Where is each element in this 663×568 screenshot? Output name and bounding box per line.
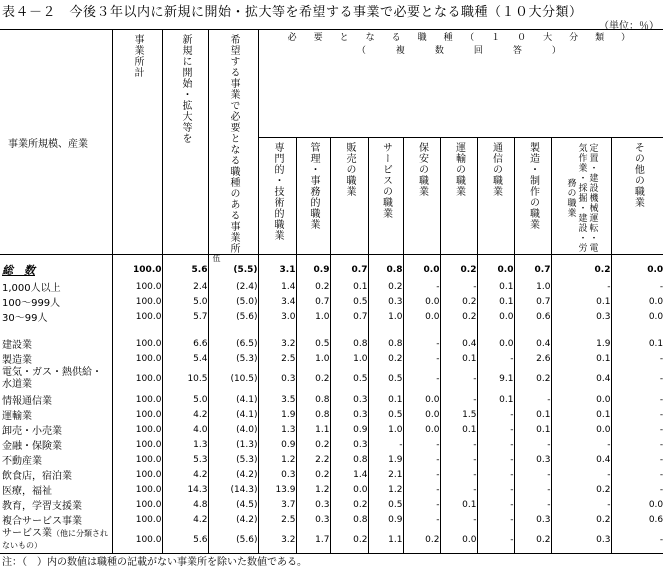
row-name: 医療，福祉 [2, 486, 52, 497]
row-name: 製造業 [2, 355, 32, 366]
cell-occupation: - [611, 351, 663, 366]
cell-occupation: - [611, 279, 663, 294]
cell-occupation: 0.2 [296, 279, 330, 294]
row-name: 複合サービス事業 [2, 516, 82, 527]
cell-occupation: - [440, 512, 477, 527]
cell-occupation: 0.2 [551, 512, 611, 527]
occupation-header: その他の職業 [611, 138, 663, 255]
cell-occupation: - [403, 336, 440, 351]
cell-need: (10.5) [208, 366, 258, 392]
cell-occupation: 1.5 [440, 407, 477, 422]
cell-occupation: 0.2 [551, 255, 611, 280]
cell-new: 4.2 [162, 512, 208, 527]
cell-need: (5.3) [208, 351, 258, 366]
row-name-note: （他に分類されないもの） [2, 529, 108, 550]
cell-occupation: 1.2 [296, 482, 330, 497]
cell-occupation: 0.3 [258, 467, 296, 482]
cell-occupation: 0.1 [551, 294, 611, 309]
table-row [0, 482, 663, 497]
cell-occupation: 0.6 [611, 512, 663, 527]
table-row [0, 336, 663, 351]
cell-total: 100.0 [112, 437, 162, 452]
row-name: 情報通信業 [2, 396, 52, 407]
cell-occupation: - [611, 366, 663, 392]
table-row [0, 351, 663, 366]
cell-occupation: - [403, 497, 440, 512]
cell-occupation: 0.8 [330, 452, 368, 467]
cell-total: 100.0 [112, 294, 162, 309]
cell-new: 14.3 [162, 482, 208, 497]
cell-occupation: - [403, 366, 440, 392]
cell-total: 100.0 [112, 392, 162, 407]
cell-occupation: - [551, 279, 611, 294]
occupation-header: 製造・制作の職業 [514, 138, 551, 255]
cell-occupation: 0.4 [551, 452, 611, 467]
cell-occupation: 0.0 [477, 255, 514, 280]
row-name: 1,000人以上 [2, 283, 61, 294]
cell-occupation: 0.8 [368, 255, 403, 280]
row-name: 電気・ガス・熱供給・水道業 [2, 367, 102, 390]
cell-occupation: - [403, 482, 440, 497]
table-row [0, 512, 663, 527]
cell-new: 5.0 [162, 294, 208, 309]
occupation-header: 定置・建設機械運転・電気作業・採掘・建設・労務の職業 [551, 138, 611, 255]
table-row [0, 294, 663, 309]
cell-occupation: 0.0 [403, 294, 440, 309]
cell-occupation: - [611, 482, 663, 497]
cell-occupation: 0.0 [477, 309, 514, 324]
cell-occupation: 0.2 [296, 467, 330, 482]
cell-occupation: 0.2 [514, 527, 551, 554]
cell-occupation: 3.1 [258, 255, 296, 280]
cell-occupation: 0.0 [403, 309, 440, 324]
cell-occupation: 1.0 [296, 351, 330, 366]
cell-need: (4.1) [208, 407, 258, 422]
occupation-header: 専門的・技術的職業 [258, 138, 296, 255]
cell-new: 4.8 [162, 497, 208, 512]
cell-new: 4.0 [162, 422, 208, 437]
cell-occupation: 0.2 [403, 527, 440, 554]
cell-total: 100.0 [112, 407, 162, 422]
cell-total: 100.0 [112, 482, 162, 497]
cell-new: 1.3 [162, 437, 208, 452]
occupation-header: 運輸の職業 [440, 138, 477, 255]
footnote: 注：（ ）内の数値は職種の記載がない事業所を除いた数値である。 [2, 557, 307, 568]
cell-occupation: 0.0 [403, 407, 440, 422]
cell-total: 100.0 [112, 497, 162, 512]
cell-occupation: - [440, 452, 477, 467]
cell-occupation: 0.0 [611, 255, 663, 280]
cell-occupation: 0.7 [514, 255, 551, 280]
cell-occupation: 3.2 [258, 336, 296, 351]
cell-occupation: 2.5 [258, 512, 296, 527]
cell-occupation: - [611, 467, 663, 482]
cell-occupation: 0.6 [514, 309, 551, 324]
cell-occupation: 0.1 [440, 422, 477, 437]
cell-occupation: 0.9 [258, 437, 296, 452]
cell-new: 2.4 [162, 279, 208, 294]
cell-occupation: 0.1 [477, 392, 514, 407]
cell-occupation: 0.1 [477, 294, 514, 309]
cell-need: (4.1) [208, 392, 258, 407]
cell-occupation: 0.2 [440, 309, 477, 324]
cell-occupation: 0.5 [368, 407, 403, 422]
cell-occupation: - [440, 437, 477, 452]
table-row [0, 452, 663, 467]
cell-occupation: - [514, 497, 551, 512]
cell-occupation: 0.3 [368, 294, 403, 309]
row-name: 30～99人 [2, 313, 48, 324]
occupation-header: 通信の職業 [477, 138, 514, 255]
col-need-header: 希望する事業で必要となる職種のある事業所 [208, 30, 258, 255]
cell-occupation: - [403, 279, 440, 294]
cell-occupation: - [551, 467, 611, 482]
cell-occupation: 0.2 [330, 497, 368, 512]
row-name: 金融・保険業 [2, 441, 62, 452]
cell-occupation: - [611, 437, 663, 452]
cell-new: 5.6 [162, 255, 208, 280]
cell-occupation: - [477, 482, 514, 497]
cell-occupation: - [611, 392, 663, 407]
cell-occupation: - [477, 407, 514, 422]
cell-occupation: 0.8 [330, 512, 368, 527]
cell-total: 100.0 [112, 255, 162, 280]
cell-need: (5.5) 伍 [208, 255, 258, 280]
cell-occupation: 0.0 [551, 422, 611, 437]
cell-new: 5.3 [162, 452, 208, 467]
cell-occupation: 1.0 [330, 351, 368, 366]
cell-occupation: - [551, 497, 611, 512]
cell-occupation: 0.2 [514, 366, 551, 392]
cell-occupation: - [611, 452, 663, 467]
cell-occupation: 2.1 [368, 467, 403, 482]
cell-occupation: 0.1 [611, 336, 663, 351]
cell-occupation: 1.3 [258, 422, 296, 437]
cell-occupation: 0.1 [514, 407, 551, 422]
cell-occupation: 0.3 [330, 392, 368, 407]
table-row [0, 437, 663, 452]
table-row [0, 366, 663, 392]
cell-new: 4.2 [162, 467, 208, 482]
cell-occupation: 0.3 [296, 497, 330, 512]
cell-occupation: 0.2 [296, 437, 330, 452]
cell-occupation: 2.2 [296, 452, 330, 467]
cell-need: (2.4) [208, 279, 258, 294]
cell-occupation: 0.3 [551, 309, 611, 324]
cell-occupation: 0.8 [296, 392, 330, 407]
cell-occupation: 0.3 [258, 366, 296, 392]
cell-need: (4.5) [208, 497, 258, 512]
cell-occupation: 0.2 [368, 279, 403, 294]
cell-occupation: 0.1 [551, 351, 611, 366]
cell-need: (6.5) [208, 336, 258, 351]
cell-occupation: 0.3 [330, 437, 368, 452]
cell-occupation: 0.5 [368, 497, 403, 512]
cell-occupation: 0.4 [514, 336, 551, 351]
cell-occupation: - [440, 467, 477, 482]
cell-new: 10.5 [162, 366, 208, 392]
cell-total: 100.0 [112, 279, 162, 294]
table-row [0, 279, 663, 294]
cell-occupation: 0.3 [551, 527, 611, 554]
cell-occupation: - [368, 437, 403, 452]
cell-total: 100.0 [112, 351, 162, 366]
cell-occupation: - [551, 437, 611, 452]
cell-occupation: 1.9 [551, 336, 611, 351]
cell-total: 100.0 [112, 527, 162, 554]
cell-occupation: 0.9 [368, 512, 403, 527]
cell-occupation: 0.0 [330, 482, 368, 497]
row-name: 建設業 [2, 340, 32, 351]
cell-occupation: 0.1 [330, 279, 368, 294]
row-name: 運輸業 [2, 411, 32, 422]
table-title: 表４－２ 今後３年以内に新規に開始・拡大等を希望する事業で必要となる職種（１０大分類） [2, 5, 583, 20]
cell-occupation: 0.5 [296, 336, 330, 351]
cell-occupation: - [477, 467, 514, 482]
row-label-header: 事業所規模、産業 [0, 30, 112, 255]
cell-occupation: 2.6 [514, 351, 551, 366]
cell-occupation: 1.2 [368, 482, 403, 497]
cell-occupation: 0.5 [330, 294, 368, 309]
table-row [0, 392, 663, 407]
cell-occupation: 1.2 [258, 452, 296, 467]
cell-occupation: 0.9 [330, 422, 368, 437]
cell-occupation: - [514, 437, 551, 452]
cell-need: (1.3) [208, 437, 258, 452]
cell-occupation: 0.0 [611, 497, 663, 512]
total-mark: 伍 [212, 254, 221, 263]
cell-occupation: - [440, 482, 477, 497]
cell-occupation: 1.0 [514, 279, 551, 294]
cell-occupation: - [403, 452, 440, 467]
cell-occupation: - [477, 422, 514, 437]
table-row [0, 422, 663, 437]
cell-occupation: 0.4 [551, 366, 611, 392]
cell-occupation: 0.2 [551, 482, 611, 497]
cell-occupation: 0.8 [296, 407, 330, 422]
cell-occupation: 0.7 [296, 294, 330, 309]
row-name: 卸売・小売業 [2, 426, 62, 437]
row-name: 不動産業 [2, 456, 42, 467]
cell-need: (4.2) [208, 512, 258, 527]
cell-occupation: - [477, 351, 514, 366]
cell-occupation: 0.7 [514, 294, 551, 309]
cell-occupation: 1.4 [258, 279, 296, 294]
cell-occupation: 0.0 [611, 294, 663, 309]
row-name: 100～999人 [2, 298, 61, 309]
cell-occupation: 0.1 [368, 392, 403, 407]
cell-occupation: 0.5 [368, 366, 403, 392]
row-name: サービス業（他に分類されないもの） [0, 527, 112, 554]
cell-occupation: - [514, 392, 551, 407]
cell-occupation: 0.8 [330, 336, 368, 351]
cell-occupation: - [403, 437, 440, 452]
cell-occupation: - [477, 452, 514, 467]
cell-occupation: 0.0 [403, 422, 440, 437]
cell-new: 5.4 [162, 351, 208, 366]
cell-occupation: 0.7 [330, 309, 368, 324]
cell-new: 5.6 [162, 527, 208, 554]
cell-occupation: 1.4 [330, 467, 368, 482]
row-name: 総 数 [2, 264, 35, 277]
cell-need: (5.0) [208, 294, 258, 309]
cell-new: 5.7 [162, 309, 208, 324]
cell-occupation: 1.0 [368, 422, 403, 437]
cell-need: (4.0) [208, 422, 258, 437]
occupation-header: サービスの職業 [368, 138, 403, 255]
cell-occupation: - [611, 407, 663, 422]
cell-occupation: 0.3 [296, 512, 330, 527]
cell-occupation: 0.0 [477, 336, 514, 351]
cell-occupation: 2.5 [258, 351, 296, 366]
cell-occupation: 0.1 [514, 422, 551, 437]
cell-occupation: - [611, 527, 663, 554]
cell-occupation: 0.2 [440, 255, 477, 280]
cell-occupation: 13.9 [258, 482, 296, 497]
cell-occupation: 1.0 [296, 309, 330, 324]
cell-occupation: 1.1 [368, 527, 403, 554]
col-new-header: 新規に開始・拡大等を [162, 30, 208, 255]
cell-need: (5.3) [208, 452, 258, 467]
cell-occupation: 0.9 [296, 255, 330, 280]
total-row [0, 255, 663, 280]
cell-total: 100.0 [112, 336, 162, 351]
spacer-row [0, 324, 663, 336]
cell-occupation: - [403, 351, 440, 366]
cell-new: 5.0 [162, 392, 208, 407]
cell-occupation: 1.7 [296, 527, 330, 554]
cell-total: 100.0 [112, 512, 162, 527]
cell-occupation: 0.2 [330, 527, 368, 554]
cell-occupation: 0.4 [440, 336, 477, 351]
cell-total: 100.0 [112, 309, 162, 324]
cell-occupation: 0.0 [551, 392, 611, 407]
occupation-header: 販売の職業 [330, 138, 368, 255]
cell-need: (14.3) [208, 482, 258, 497]
cell-occupation: 3.4 [258, 294, 296, 309]
cell-occupation: 9.1 [477, 366, 514, 392]
cell-total: 100.0 [112, 467, 162, 482]
cell-occupation: 1.1 [296, 422, 330, 437]
cell-occupation: 0.0 [403, 392, 440, 407]
cell-occupation: 0.1 [440, 351, 477, 366]
col-total-header: 事業所計 [112, 30, 162, 255]
table-row [0, 407, 663, 422]
cell-total: 100.0 [112, 422, 162, 437]
unit-label: （単位：％） [599, 21, 659, 32]
cell-occupation: 0.7 [330, 255, 368, 280]
cell-occupation: 3.2 [258, 527, 296, 554]
occupation-group-header: 必 要 と な る 職 種 （ １ ０ 大 分 類 ） （ 複 数 回 答 ） [258, 30, 663, 138]
cell-need: (5.6) [208, 309, 258, 324]
cell-occupation: 3.5 [258, 392, 296, 407]
row-name: 教育，学習支援業 [2, 501, 82, 512]
occupation-header: 管理・事務的職業 [296, 138, 330, 255]
occupation-header: 保安の職業 [403, 138, 440, 255]
row-name: 飲食店，宿泊業 [2, 471, 72, 482]
cell-occupation: - [403, 512, 440, 527]
cell-occupation: 0.0 [403, 255, 440, 280]
cell-occupation: 0.3 [330, 407, 368, 422]
cell-occupation: 3.7 [258, 497, 296, 512]
cell-occupation: 0.0 [611, 309, 663, 324]
cell-occupation: 1.0 [368, 309, 403, 324]
cell-occupation: 0.1 [551, 407, 611, 422]
cell-occupation: - [440, 392, 477, 407]
cell-need: (5.6) [208, 527, 258, 554]
cell-occupation: 0.0 [440, 527, 477, 554]
cell-occupation: - [477, 437, 514, 452]
cell-occupation: 0.3 [514, 512, 551, 527]
table-row [0, 497, 663, 512]
cell-occupation: - [403, 467, 440, 482]
table-row [0, 309, 663, 324]
occupation-table [0, 29, 663, 554]
cell-occupation: - [611, 422, 663, 437]
cell-occupation: 3.0 [258, 309, 296, 324]
cell-occupation: 0.1 [477, 279, 514, 294]
cell-occupation: 0.2 [440, 294, 477, 309]
cell-occupation: - [440, 366, 477, 392]
cell-occupation: - [514, 467, 551, 482]
cell-occupation: 0.8 [368, 336, 403, 351]
cell-occupation: 1.9 [258, 407, 296, 422]
table-row [0, 527, 663, 554]
cell-need: (4.2) [208, 467, 258, 482]
cell-occupation: - [477, 527, 514, 554]
cell-occupation: 0.2 [368, 351, 403, 366]
cell-occupation: 0.5 [330, 366, 368, 392]
table-row [0, 467, 663, 482]
cell-occupation: 0.1 [440, 497, 477, 512]
cell-new: 6.6 [162, 336, 208, 351]
cell-occupation: 1.9 [368, 452, 403, 467]
cell-occupation: 0.2 [296, 366, 330, 392]
cell-total: 100.0 [112, 366, 162, 392]
cell-occupation: - [477, 512, 514, 527]
cell-occupation: - [440, 279, 477, 294]
cell-occupation: - [514, 482, 551, 497]
cell-occupation: 0.3 [514, 452, 551, 467]
cell-total: 100.0 [112, 452, 162, 467]
cell-occupation: - [477, 497, 514, 512]
cell-new: 4.2 [162, 407, 208, 422]
